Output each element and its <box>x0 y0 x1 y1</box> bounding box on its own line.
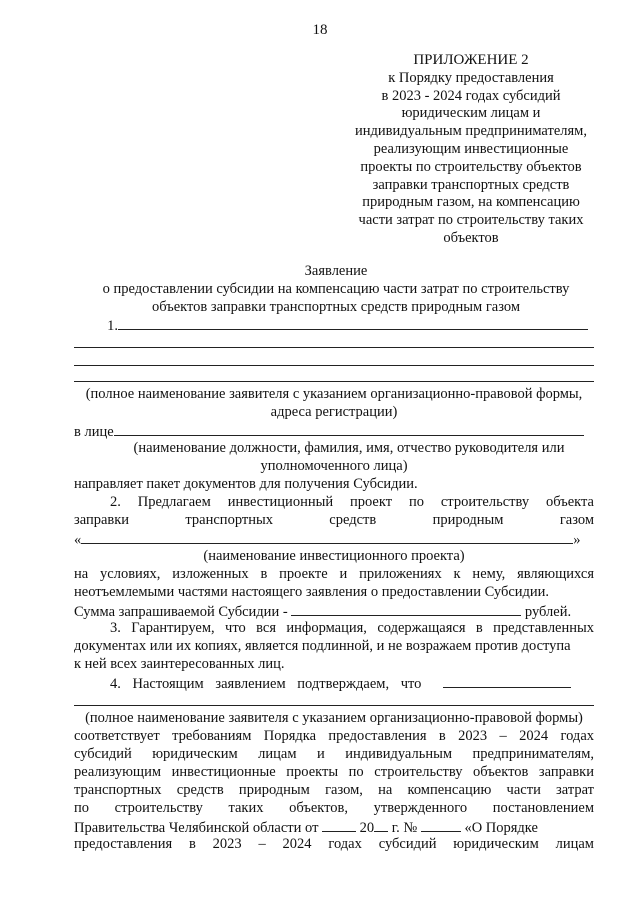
statement-heading <box>60 262 612 316</box>
applicant-name-field[interactable] <box>118 315 588 330</box>
item3-text: документах или их копиях, является подлинной, и не возражаем против доступа <box>74 638 571 654</box>
sum-field[interactable] <box>291 601 521 616</box>
comply-text: по строительству таких объектов, утвержденного постановлением <box>74 800 594 816</box>
gov-suffix: «О Порядке <box>464 820 538 836</box>
appendix-line: природным газом, на компенсацию <box>362 194 580 211</box>
note-applicant: адреса регистрации) <box>270 404 398 420</box>
last-text-line: предоставления в 2023 – 2024 годах субсидий юридическим лицам <box>74 836 594 852</box>
comply-text: транспортных средств природным газом, на компенсацию части затрат <box>74 782 594 798</box>
appendix-title: ПРИЛОЖЕНИЕ 2 <box>413 52 529 68</box>
item2-text: заправки транспортных средств природным газом <box>74 512 594 528</box>
item4-text: 4. Настоящим заявлением подтверждаем, что <box>110 676 422 692</box>
in-person-line <box>74 421 594 441</box>
sum-line <box>74 601 594 621</box>
comply-text: реализующим инвестиционные проекты по строительству объектов заправки <box>74 764 594 780</box>
project-name-line <box>74 529 594 549</box>
note-head: уполномоченного лица) <box>260 458 408 474</box>
sum-label: Сумма запрашиваемой Субсидии - <box>74 604 288 620</box>
item3-text: 3. Гарантируем, что вся информация, содержащаяся в представленных <box>110 620 594 636</box>
quote-close: » <box>573 532 581 548</box>
in-person-label: в лице <box>74 424 114 440</box>
conditions-text: на условиях, изложенных в проекте и приложениях к нему, являющихся <box>74 566 594 582</box>
appendix-line: части затрат по строительству таких <box>358 212 584 229</box>
appendix-header <box>330 52 612 248</box>
statement-title: Заявление <box>304 263 368 279</box>
item4-line <box>74 673 594 693</box>
appendix-line: юридическим лицам и <box>401 105 541 122</box>
note-applicant-short: (полное наименование заявителя с указанием организационно-правовой формы) <box>85 710 583 726</box>
comply-text: соответствует требованиям Порядка предоставления в 2023 – 2024 годах <box>74 728 594 744</box>
comply-text: субсидий юридическим лицам и индивидуальным предпринимателям, <box>74 746 594 762</box>
note-head: (наименование должности, фамилия, имя, отчество руководителя или <box>133 440 565 456</box>
sum-unit: рублей. <box>524 604 572 620</box>
applicant-name-line-2[interactable] <box>74 347 594 348</box>
appendix-line: реализующим инвестиционные <box>373 140 569 157</box>
appendix-line: индивидуальным предпринимателям, <box>355 123 587 140</box>
gov-year: 20 <box>359 820 375 836</box>
date-day-field[interactable] <box>322 817 356 832</box>
appendix-line: в 2023 - 2024 годах субсидий <box>381 87 561 104</box>
gov-line <box>74 817 594 837</box>
item1-line <box>74 315 594 335</box>
statement-subtitle: о предоставлении субсидии на компенсацию части затрат по строительству <box>102 281 570 297</box>
number-field[interactable] <box>421 817 461 832</box>
head-name-field[interactable] <box>114 421 584 436</box>
note-project: (наименование инвестиционного проекта) <box>203 548 465 564</box>
conditions-text: неотъемлемыми частями настоящего заявления о предоставлении Субсидии. <box>74 584 550 600</box>
applicant-confirm-field[interactable] <box>443 673 571 688</box>
applicant-confirm-line-2[interactable] <box>74 705 594 706</box>
appendix-line: заправки транспортных средств <box>372 176 570 193</box>
item2-text: 2. Предлагаем инвестиционный проект по строительству объекта <box>110 494 594 510</box>
applicant-name-line-3[interactable] <box>74 365 594 366</box>
applicant-name-line-4[interactable] <box>74 381 594 382</box>
year-field[interactable] <box>374 817 388 832</box>
gov-prefix: Правительства Челябинской области от <box>74 820 319 836</box>
project-name-field[interactable] <box>81 529 573 544</box>
appendix-line: объектов <box>443 229 499 246</box>
gov-year-suffix: г. № <box>391 820 418 836</box>
item1-number: 1. <box>107 318 118 334</box>
appendix-line: проекты по строительству объектов <box>360 158 582 175</box>
statement-subtitle: объектов заправки транспортных средств природным газом <box>151 299 521 315</box>
appendix-line: к Порядку предоставления <box>388 69 554 86</box>
page-number: 18 <box>312 22 328 38</box>
quote-open: « <box>74 532 82 548</box>
note-applicant: (полное наименование заявителя с указанием организационно-правовой формы, <box>85 386 583 402</box>
item3-text: к ней всех заинтересованных лиц. <box>74 656 285 672</box>
sends-package-text: направляет пакет документов для получения Субсидии. <box>74 476 418 492</box>
